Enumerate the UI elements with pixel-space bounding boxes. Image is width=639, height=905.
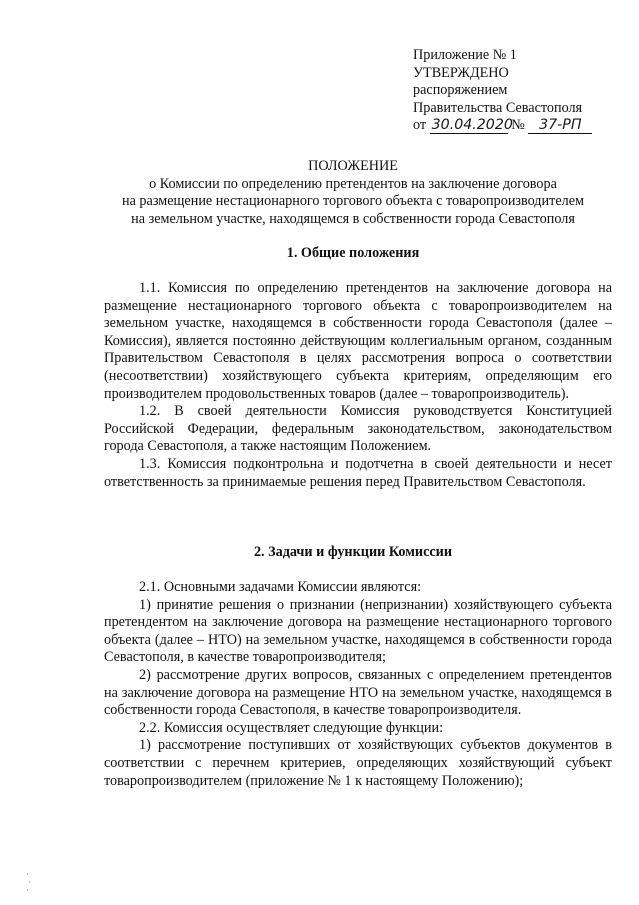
paragraph-2-1: 2.1. Основными задачами Комиссии являются: xyxy=(139,579,422,595)
section-1-body xyxy=(104,280,612,491)
approval-block xyxy=(413,47,592,135)
title-line-2: на размещение нестационарного торгового объекта с товаропроизводителем xyxy=(122,193,584,210)
paragraph-2-2: 2.2. Комиссия осуществляет следующие функции: xyxy=(139,719,444,736)
title-main: ПОЛОЖЕНИЕ xyxy=(308,158,398,174)
from-label: от xyxy=(413,117,427,134)
paragraph-2-2-1: 1) рассмотрение поступивших от хозяйствующих субъектов документов в соответствии с перечнем критериев, определяющих хозяйствующий субъект товаропроизводителем (приложение № 1 к настоящему Положению); xyxy=(104,737,612,789)
title-line-1: о Комиссии по определению претендентов на заключение договора xyxy=(149,175,557,192)
number-label: № xyxy=(511,117,525,134)
order-label: распоряжением xyxy=(413,82,508,99)
scan-artifact: · · · xyxy=(26,869,32,895)
document-title xyxy=(88,158,618,228)
section-2-heading: 2. Задачи и функции Комиссии xyxy=(253,544,453,560)
approved-label: УТВЕРЖДЕНО xyxy=(413,64,509,81)
title-line-3: на земельном участке, находящемся в собственности города Севастополя xyxy=(131,210,575,227)
section-1-heading: 1. Общие положения xyxy=(286,245,420,261)
paragraph-1-2: 1.2. В своей деятельности Комиссия руководствуется Конституцией Российской Федерации, федеральным законодательством, законодательством города Севастополя, а также настоящим Положением. xyxy=(104,403,612,455)
paragraph-1-1: 1.1. Комиссия по определению претендентов на заключение договора на размещение нестационарного торгового объекта с товаропроизводителем на земельном участке, находящемся в собственности города Севастополя (далее – Комиссия), является постоянно действующим коллегиальным органом, созданным Правительством Севастополя в целях рассмотрения вопроса о соответствии (несоответствии) хозяйствующего субъекта критериям, определяющим его производителем продовольственных товаров (далее – товаропроизводитель). xyxy=(104,280,612,402)
paragraph-1-3: 1.3. Комиссия подконтрольна и подотчетна в своей деятельности и несет ответственность за принимаемые решения перед Правительством Севастополя. xyxy=(104,455,612,490)
appendix-label: Приложение № 1 xyxy=(413,47,517,63)
paragraph-2-1-1: 1) принятие решения о признании (непризнании) хозяйствующего субъекта претендентом на заключение договора на размещение нестационарного торгового объекта (далее – НТО) на земельном участке, находящемся в собственности города Севастополя, в качестве товаропроизводителя; xyxy=(104,596,612,666)
section-2-body xyxy=(104,579,612,790)
date-number-line xyxy=(413,117,592,135)
handwritten-date: 30.04.2020 xyxy=(431,117,513,134)
government-label: Правительства Севастополя xyxy=(413,99,583,116)
handwritten-number: 37-РП xyxy=(528,118,592,134)
paragraph-2-1-2: 2) рассмотрение других вопросов, связанных с определением претендентов на заключение договора на размещение НТО на земельном участке, находящемся в собственности города Севастополя, в качестве товаропроизводителя. xyxy=(104,666,612,719)
